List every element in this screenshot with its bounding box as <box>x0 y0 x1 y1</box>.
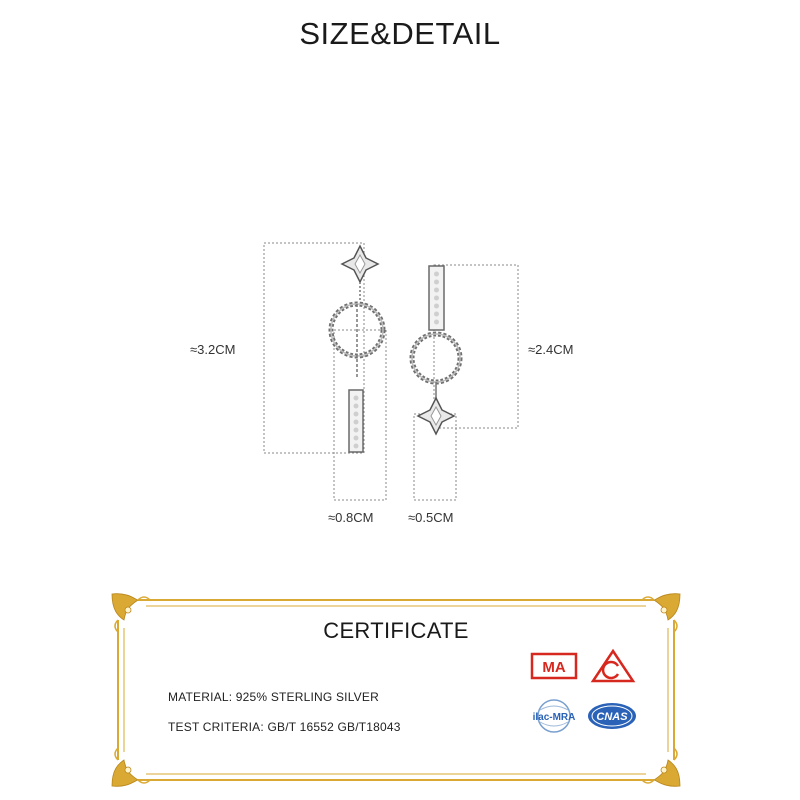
right-height-guide <box>434 265 518 428</box>
cma-logo <box>528 650 580 682</box>
left-width-label: ≈0.8CM <box>328 510 374 525</box>
cal-logo <box>590 648 636 684</box>
page-title: SIZE&DETAIL <box>299 16 501 51</box>
cma-logo-text: MA <box>542 659 566 676</box>
certificate-title: CERTIFICATE <box>323 618 469 643</box>
left-height-label: ≈3.2CM <box>190 342 236 357</box>
right-height-label: ≈2.4CM <box>528 342 574 357</box>
cnas-logo-text: CNAS <box>596 711 628 723</box>
right-width-label: ≈0.5CM <box>408 510 454 525</box>
test-criteria-line: TEST CRITERIA: GB/T 16552 GB/T18043 <box>168 720 401 734</box>
cnas-logo <box>586 700 638 732</box>
ilac-logo-text: ilac-MRA <box>532 712 576 723</box>
left-earring <box>331 246 383 452</box>
right-earring <box>412 266 460 434</box>
ilac-mra-logo <box>528 698 580 734</box>
material-line: MATERIAL: 925% STERLING SILVER <box>168 690 379 704</box>
